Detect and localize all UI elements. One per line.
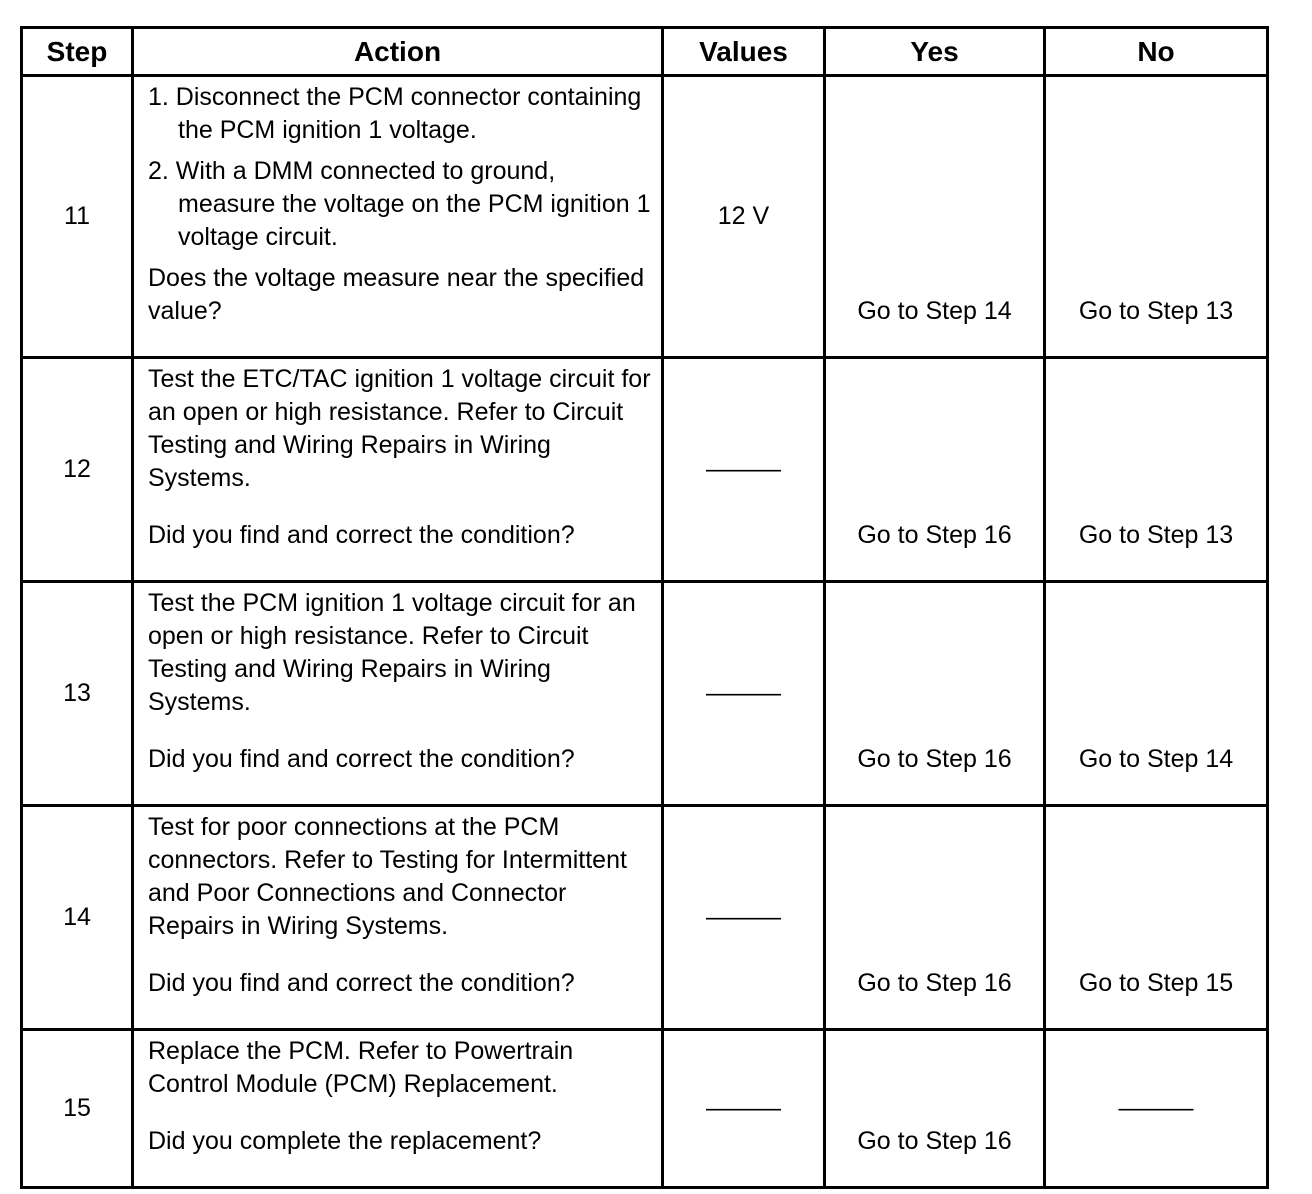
- action-question: Did you find and correct the condition?: [148, 521, 575, 549]
- diagnostic-table: [20, 26, 1269, 1189]
- action-text: Test for poor connections at the PCM connectors. Refer to Testing for Intermittent and Poor Connections and Connector Repairs in Wiring Systems.: [148, 813, 627, 940]
- step-number: 13: [22, 582, 133, 806]
- no-cell: Go to Step 15: [1045, 806, 1268, 1030]
- action-question: Did you find and correct the condition?: [148, 969, 575, 997]
- table-row: [22, 806, 1268, 1030]
- header-action: Action: [133, 28, 663, 76]
- action-question: Does the voltage measure near the specified value?: [148, 264, 645, 325]
- no-cell: Go to Step 13: [1045, 358, 1268, 582]
- table-row: [22, 76, 1268, 358]
- action-list-item: 1. Disconnect the PCM connector containing the PCM ignition 1 voltage.: [148, 83, 642, 144]
- yes-cell: Go to Step 16: [825, 582, 1045, 806]
- action-cell: [133, 358, 663, 582]
- step-number: 12: [22, 358, 133, 582]
- header-no: No: [1045, 28, 1268, 76]
- header-yes: Yes: [825, 28, 1045, 76]
- action-question: Did you find and correct the condition?: [148, 745, 575, 773]
- yes-cell: Go to Step 16: [825, 806, 1045, 1030]
- yes-cell: Go to Step 16: [825, 1030, 1045, 1188]
- action-text: Test the PCM ignition 1 voltage circuit for an open or high resistance. Refer to Circuit Testing and Wiring Repairs in Wiring Systems.: [148, 589, 636, 716]
- value-cell: ———: [663, 806, 825, 1030]
- value-cell: ———: [663, 582, 825, 806]
- value-cell: 12 V: [663, 76, 825, 358]
- no-cell: ———: [1045, 1030, 1268, 1188]
- yes-cell: Go to Step 14: [825, 76, 1045, 358]
- value-cell: ———: [663, 358, 825, 582]
- action-text: Test the ETC/TAC ignition 1 voltage circuit for an open or high resistance. Refer to Circuit Testing and Wiring Repairs in Wiring Systems.: [148, 365, 651, 492]
- header-step: Step: [22, 28, 133, 76]
- header-row: [22, 28, 1268, 76]
- action-text: Replace the PCM. Refer to Powertrain Control Module (PCM) Replacement.: [148, 1037, 574, 1098]
- table-row: [22, 1030, 1268, 1188]
- step-number: 14: [22, 806, 133, 1030]
- table-row: [22, 582, 1268, 806]
- yes-cell: Go to Step 16: [825, 358, 1045, 582]
- step-number: 15: [22, 1030, 133, 1188]
- no-cell: Go to Step 13: [1045, 76, 1268, 358]
- action-cell: [133, 1030, 663, 1188]
- table-row: [22, 358, 1268, 582]
- action-question: Did you complete the replacement?: [148, 1127, 542, 1155]
- action-cell: [133, 76, 663, 358]
- header-values: Values: [663, 28, 825, 76]
- action-list-item: 2. With a DMM connected to ground, measure the voltage on the PCM ignition 1 voltage circuit.: [148, 157, 651, 251]
- step-number: 11: [22, 76, 133, 358]
- action-list: [148, 81, 653, 254]
- action-cell: [133, 806, 663, 1030]
- action-cell: [133, 582, 663, 806]
- no-cell: Go to Step 14: [1045, 582, 1268, 806]
- value-cell: ———: [663, 1030, 825, 1188]
